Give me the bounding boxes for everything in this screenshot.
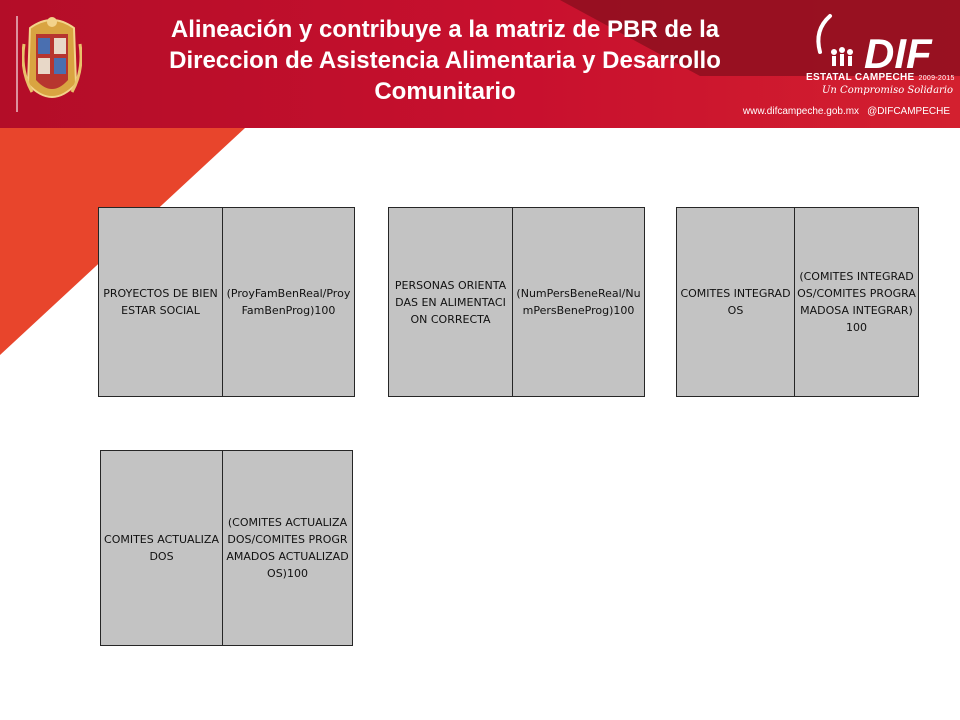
indicator-name: COMITES INTEGRADOS [677,208,795,396]
indicator-formula: (ProyFamBenReal/ProyFamBenProg)100 [226,287,351,317]
logo-tagline: Un Compromiso Solidario [822,85,954,96]
indicator-formula: (NumPersBeneReal/NumPersBeneProg)100 [516,287,641,317]
indicator-formula: (COMITES ACTUALIZADOS/COMITES PROGRAMADOS ACTUALIZADOS)100 [226,516,349,580]
social-handle[interactable]: @DIFCAMPECHE [867,106,950,117]
contact-info [700,106,950,117]
indicator-table [388,207,645,397]
website-link[interactable]: www.difcampeche.gob.mx [742,106,860,117]
logo-subtitle: ESTATAL CAMPECHE 2009-2015 [806,72,955,83]
coat-of-arms-icon [22,14,82,110]
indicator-formula: (COMITES INTEGRADOS/COMITES PROGRAMADOSA INTEGRAR)100 [797,270,916,334]
page-title: Alineación y contribuye a la matriz de PBR de la Direccion de Asistencia Alimentaria y Desarrollo Comunitario [169,16,721,105]
indicator-name: COMITES ACTUALIZADOS [101,451,223,645]
dif-logo-text: DIF [864,30,932,77]
indicator-table [98,207,355,397]
indicator-name: PERSONAS ORIENTADAS EN ALIMENTACION CORRECTA [389,208,513,396]
indicator-name: PROYECTOS DE BIENESTAR SOCIAL [99,208,223,396]
crest-divider [16,16,18,112]
indicator-table [100,450,353,646]
indicator-table [676,207,919,397]
